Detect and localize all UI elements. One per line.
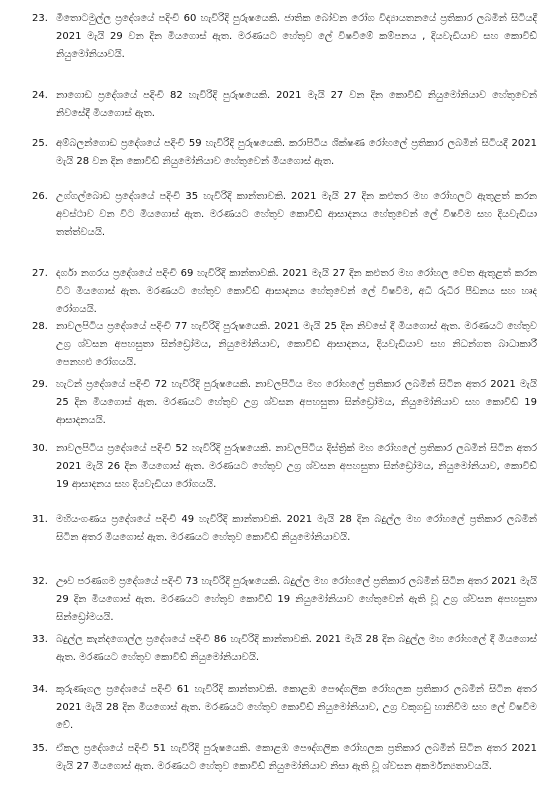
list-item-29 — [32, 376, 537, 430]
list-item-24 — [32, 87, 537, 123]
item-number: 24. — [32, 90, 48, 101]
item-text: කුරුණෑගල ප්‍රදේශයේ පදිංචි 61 හැවිරිදි කාන්තාවකි. කොළඹ පෞද්ගලික රෝහලක ප්‍රතිකාර ලබමින් සිටින අතර 2021 මැයි 28 දින මියගොස් ඇත. මරණයට හේතුව කොවිඩ් නියුමෝනියාව, උග්‍ර වකුගඩු හානිවීම සහ ලේ විෂවීම වේ. — [56, 684, 537, 731]
item-number: 25. — [32, 138, 48, 149]
item-number: 26. — [32, 191, 48, 202]
list-item-26 — [32, 188, 537, 242]
list-item-25 — [32, 135, 537, 171]
list-item-30 — [32, 440, 537, 494]
item-text: නාවලපිටිය ප්‍රදේශයේ පදිංචි 77 හැවිරිදි පුරුෂයෙකි. 2021 මැයි 25 දින නිවසේ දී මියගොස් ඇත. මරණයට හේතුව උග්‍ර ශ්වසන අපහසුතා සින්ඩ්‍රෝමය, නියුමෝනියාව, කොවිඩ් ආසාදනය, දියවැඩියාව සහ නිධන්ගත බාධාකාරී පෙනහළු රෝගයයි. — [56, 321, 537, 368]
item-number: 35. — [32, 743, 48, 754]
list-item-28 — [32, 318, 537, 372]
item-number: 33. — [32, 634, 48, 645]
item-text: මීතොටමුල්ල ප්‍රදේශයේ පදිංචි 60 හැවිරිදි පුරුෂයෙකි. ජාතික බෝවන රෝග විද්‍යායතනයේ ප්‍රතිකාර ලබමින් සිටියදී 2021 මැයි 29 වන දින මියගොස් ඇත. මරණයට හේතුව ලේ විෂවීමේ කම්පනය , දියවැඩියාව සහ කොවිඩ් නියුමෝනියාවයි. — [56, 13, 537, 60]
list-item-35 — [32, 740, 537, 776]
item-text: උග්ගල්බොඩ ප්‍රදේශයේ පදිංචි 35 හැවිරිදි කාන්තාවකි. 2021 මැයි 27 දින කළුතර මහ රෝහලට ඇතුළත් කරන අවස්ථාව වන විට මියගොස් ඇත. මරණයට හේතුව කොවිඩ් ආසාදනය හේතුවෙන් ලේ විෂවීම සහ දියවැඩියා තත්ත්වයයි. — [56, 191, 537, 238]
item-text: අම්බලන්ගොඩ ප්‍රදේශයේ පදිංචි 59 හැවිරිදි පුරුෂයෙකි. කරාපිටිය ශික්ෂණ රෝහලේ ප්‍රතිකාර ලබමින් සිටියදී 2021 මැයි 28 වන දින කොවිඩ් නියුමෝනියාව හේතුවෙන් මියගොස් ඇත. — [56, 138, 537, 167]
item-number: 23. — [32, 13, 48, 24]
item-text: නාගොඩ ප්‍රදේශයේ පදිංචි 82 හැවිරිදි පුරුෂයෙකි. 2021 මැයි 27 වන දින කොවිඩ් නියුමෝනියාව හේතුවෙන් නිවසේදී මියගොස් ඇත. — [56, 90, 537, 119]
list-item-27 — [32, 265, 537, 319]
item-number: 28. — [32, 321, 48, 332]
list-item-32 — [32, 573, 537, 627]
list-item-31 — [32, 511, 537, 547]
item-text: නාවලපිටිය ප්‍රදේශයේ පදිංචි 52 හැවිරිදි පුරුෂයෙකි. නාවලපිටිය දිස්ත්‍රික් මහ රෝහලේ ප්‍රතිකාර ලබමින් සිටින අතර 2021 මැයි 26 දින මියගොස් ඇත. මරණයට හේතුව උග්‍ර ශ්වසන අපහසුතා සින්ඩ්‍රෝමය, නියුමෝනියාව, කොවිඩ් 19 ආසාදනය සහ දියවැඩියා රෝගයයි. — [56, 443, 537, 490]
item-text: මහියංගණය ප්‍රදේශයේ පදිංචි 49 හැවිරිදි කාන්තාවකි. 2021 මැයි 28 දින බදුල්ල මහ රෝහලේ ප්‍රතිකාර ලබමින් සිටින අතර මියගොස් ඇත. මරණයට හේතුව කොවිඩ් නියුමෝනියාවයි. — [56, 514, 537, 543]
item-number: 31. — [32, 514, 48, 525]
item-text: හැටන් ප්‍රදේශයේ පදිංචි 72 හැවිරිදි පුරුෂයෙකි. නාවලපිටිය මහ රෝහලේ ප්‍රතිකාර ලබමින් සිටින අතර 2021 මැයි 25 දින මියගොස් ඇත. මරණයට හේතුව උග්‍ර ශ්වසන අපහසුතා සින්ඩ්‍රෝමය, නියුමෝනියාව සහ කොවිඩ් 19 ආසාදනයයි. — [56, 379, 537, 426]
item-number: 27. — [32, 268, 48, 279]
list-item-34 — [32, 681, 537, 735]
item-text: දර්ගා නගරය ප්‍රදේශයේ පදිංචි 69 හැවිරිදි කාන්තාවකි. 2021 මැයි 27 දින කළුතර මහ රෝහල වෙත ඇතුළත් කරන විට මියගොස් ඇත. මරණයට හේතුව කොවිඩ් ආසාදනය හේතුවෙන් ලේ විෂවීම, අධි රුධිර පීඩනය සහ හෘද රෝගයයි. — [56, 268, 537, 315]
item-text: ඒකල ප්‍රදේශයේ පදිංචි 51 හැවිරිදි පුරුෂයෙකි. කොළඹ පෞද්ගලික රෝහලක ප්‍රතිකාර ලබමින් සිටින අතර 2021 මැයි 27 මියගොස් ඇත. මරණයට හේතුව කොවිඩ් නියුමෝනියාව නිසා ඇති වූ ශ්වසන අකර්මන්‍යතාවයයි. — [56, 743, 537, 772]
item-number: 30. — [32, 443, 48, 454]
item-number: 32. — [32, 576, 48, 587]
item-text: ඌව පරණගම ප්‍රදේශයේ පදිංචි 73 හැවිරිදි පුරුෂයෙකි. බදුල්ල මහ රෝහලේ ප්‍රතිකාර ලබමින් සිටින අතර 2021 මැයි 29 දින මියගොස් ඇත. මරණයට හේතුව කොවිඩ් 19 නියුමෝනියාව හේතුවෙන් ඇති වූ උග්‍ර ශ්වසන අපහසුතා සින්ඩ්‍රෝමයයි. — [56, 576, 537, 623]
item-number: 29. — [32, 379, 48, 390]
item-number: 34. — [32, 684, 48, 695]
item-text: බදුල්ල කැන්දගොල්ල ප්‍රදේශයේ පදිංචි 86 හැවිරිදි කාන්තාවකි. 2021 මැයි 28 දින බදුල්ල මහ රෝහලේ දී මියගොස් ඇත. මරණයට හේතුව කොවිඩ් නියුමෝනියාවයි. — [56, 634, 537, 663]
list-item-33 — [32, 631, 537, 667]
list-item-23 — [32, 10, 537, 64]
